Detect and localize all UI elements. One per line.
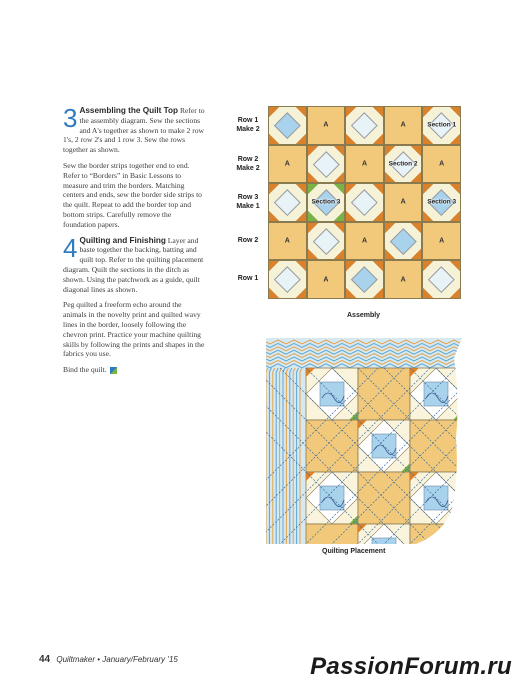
novelty-print-square xyxy=(274,267,300,293)
page-footer xyxy=(39,654,178,665)
novelty-print-square xyxy=(351,189,377,215)
step-text: Layer and baste together the backing, batting and quilt top. Refer to the quilting placement diagram. Quilt the sections in the ditch as shown. Using the patchwork as a guide, quilt diagonal lines as shown. xyxy=(63,235,204,294)
step-text: Sew the border strips together end to end. Refer to “Borders” in Basic Lessons to measure and trim the borders. Matching centers and ends, sew the border side strips to the quilt. Repeat to add the border top and bottom strips. Carefully remove the foundation papers. xyxy=(63,160,202,229)
a-block xyxy=(307,106,346,145)
quilting-caption: Quilting Placement xyxy=(322,548,386,555)
a-block xyxy=(345,222,384,261)
novelty-print-square xyxy=(313,151,339,177)
section-label: Section 2 xyxy=(388,160,418,168)
section-block xyxy=(268,183,307,222)
step-number: 4 xyxy=(63,232,78,263)
end-mark-icon xyxy=(110,367,117,374)
section-block xyxy=(422,106,461,145)
section-block xyxy=(307,145,346,184)
novelty-print-square xyxy=(274,189,300,215)
quilt-block xyxy=(306,524,358,544)
a-block xyxy=(422,145,461,184)
a-label: A xyxy=(361,160,368,168)
section-block xyxy=(345,260,384,299)
step-text: Bind the quilt. xyxy=(63,365,107,375)
step-text: Peg quilted a freeform echo around the animals in the novelty print and quilted wavy lines in the border, loosely following the chevron print. Practice your machine quilting skills by following the prints and shapes in the fabrics you use. xyxy=(63,300,205,359)
row-label: Row 3 Make 1 xyxy=(236,194,260,211)
section-block xyxy=(422,183,461,222)
magazine-name: Quiltmaker • January/February ’15 xyxy=(56,655,178,664)
section-label: Section 1 xyxy=(427,121,457,129)
novelty-print-square xyxy=(390,228,416,254)
row-label: Row 1 xyxy=(237,275,259,283)
row-label: Row 2 Make 2 xyxy=(236,155,260,172)
section-block xyxy=(345,183,384,222)
section-block xyxy=(384,145,423,184)
a-label: A xyxy=(284,160,290,168)
a-label: A xyxy=(400,121,406,129)
section-block xyxy=(384,222,423,261)
step-title: Assembling the Quilt Top xyxy=(79,106,179,115)
novelty-print-square xyxy=(351,112,377,138)
step-text: Refer to the assembly diagram. Sew the sections and A's together as shown to make 2 row 1's, 2 row 2's and 1 row 3. Sew the rows together as shown. xyxy=(63,106,205,155)
watermark: PassionForum.ru xyxy=(310,653,512,680)
section-block xyxy=(422,260,461,299)
a-label: A xyxy=(361,237,368,245)
section-block xyxy=(268,106,307,145)
novelty-print-square xyxy=(313,228,339,254)
row-label: Row 2 xyxy=(237,236,259,244)
novelty-print-square xyxy=(351,267,377,293)
section-block xyxy=(307,222,346,261)
section-label: Section 3 xyxy=(427,198,457,206)
novelty-print-square xyxy=(372,538,396,544)
novelty-print-square xyxy=(429,267,455,293)
step-4 xyxy=(63,232,205,295)
novelty-print-square xyxy=(274,112,300,138)
a-label: A xyxy=(400,198,406,206)
step-number: 3 xyxy=(63,103,78,133)
a-block xyxy=(268,222,307,261)
bind-text xyxy=(63,365,205,375)
a-block xyxy=(307,260,346,299)
assembly-caption: Assembly xyxy=(347,312,381,319)
section-block xyxy=(345,106,384,145)
a-block xyxy=(422,222,461,261)
a-label: A xyxy=(323,276,329,284)
a-block xyxy=(384,106,423,145)
instructions-column xyxy=(63,103,205,381)
a-label: A xyxy=(400,276,406,284)
page-number: 44 xyxy=(39,654,51,665)
quilting-placement-diagram xyxy=(266,338,462,544)
a-label: A xyxy=(439,237,445,245)
row-label: Row 1 Make 2 xyxy=(236,117,260,133)
a-label: A xyxy=(323,121,329,129)
a-label: A xyxy=(439,160,445,168)
a-block xyxy=(268,145,307,184)
step-3 xyxy=(63,103,205,155)
a-label: A xyxy=(284,237,290,245)
a-block xyxy=(345,145,384,184)
section-block xyxy=(268,260,307,299)
section-block xyxy=(307,183,346,222)
section-label: Section 3 xyxy=(311,198,341,206)
a-block xyxy=(384,260,423,299)
a-block xyxy=(384,183,423,222)
step-title: Quilting and Finishing xyxy=(79,235,166,245)
